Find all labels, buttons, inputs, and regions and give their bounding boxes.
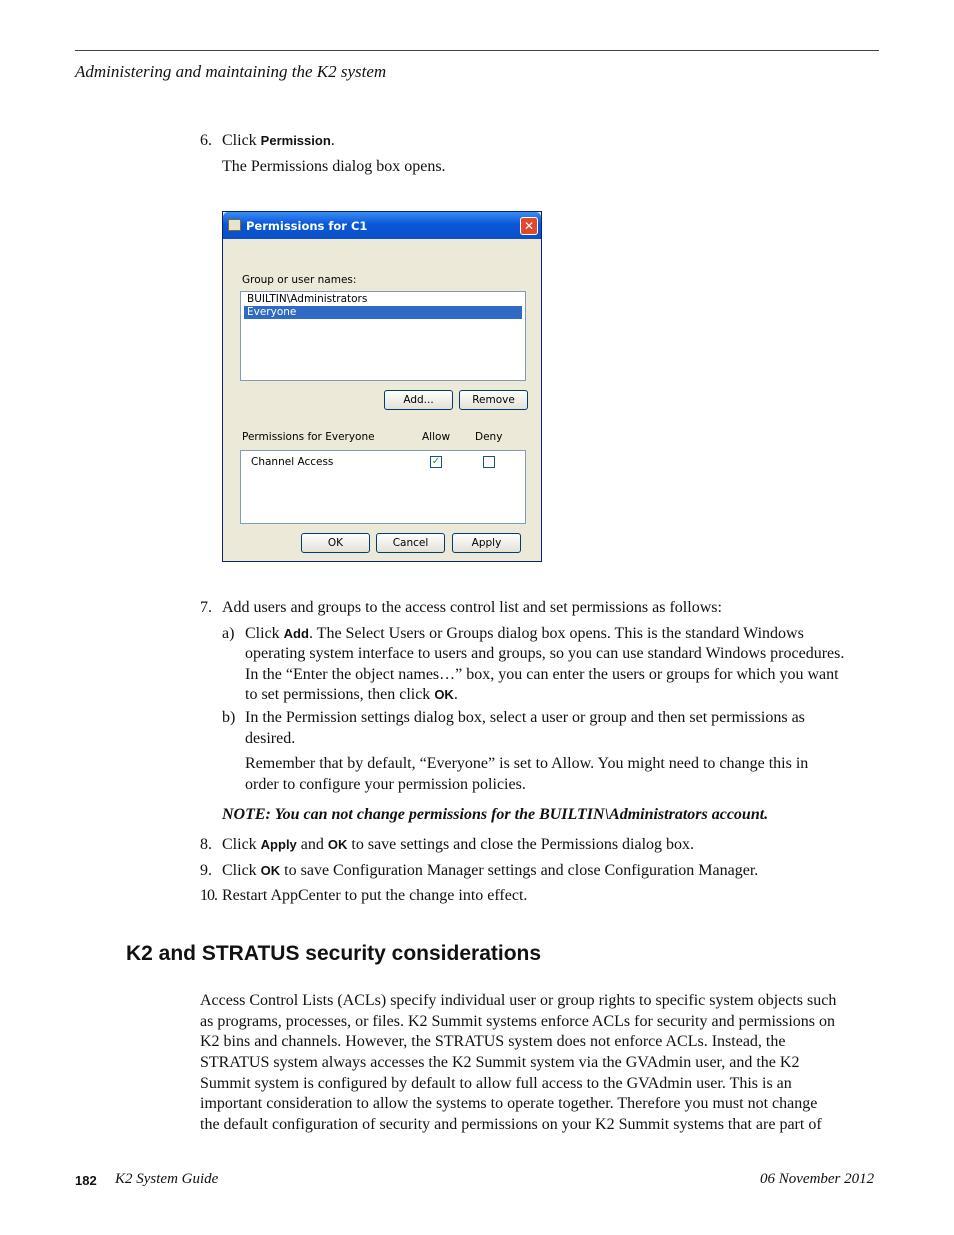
substep-b-line: desired. xyxy=(245,730,296,747)
permission-name: Channel Access xyxy=(251,456,334,468)
group-label: Group or user names: xyxy=(242,274,357,286)
close-icon[interactable]: ✕ xyxy=(520,217,538,235)
substep-a-line1: . The Select Users or Groups dialog box opens. This is the standard Windows xyxy=(308,625,804,642)
ui-term: Permission xyxy=(260,133,331,148)
step-number: 7. xyxy=(200,599,212,616)
substep-b-para: order to configure your permission policies. xyxy=(245,776,526,793)
paragraph-line: important consideration to allow the systems to operate together. Therefore you must not change xyxy=(200,1095,818,1112)
note: NOTE: You can not change permissions for the BUILTIN\Administrators account. xyxy=(222,806,769,823)
add-button[interactable]: Add... xyxy=(384,390,453,410)
step-6-post: . xyxy=(330,132,335,149)
cancel-button[interactable]: Cancel xyxy=(376,533,445,553)
step-6-text xyxy=(222,130,335,151)
ok-button[interactable]: OK xyxy=(301,533,370,553)
substep-marker: a) xyxy=(222,625,235,642)
ui-term: Add xyxy=(283,626,309,641)
list-item-selected[interactable]: Everyone xyxy=(244,306,522,319)
dialog-titlebar[interactable] xyxy=(223,212,541,239)
step-6-followup: The Permissions dialog box opens. xyxy=(222,158,446,175)
ui-term: Apply xyxy=(260,837,297,852)
substep-a-pre: Click xyxy=(245,625,284,642)
substep-a-line xyxy=(245,623,804,644)
step-8-pre: Click xyxy=(222,836,261,853)
step-6-pre: Click xyxy=(222,132,261,149)
footer-date: 06 November 2012 xyxy=(760,1171,875,1187)
permissions-list xyxy=(240,450,526,524)
step-10-text: Restart AppCenter to put the change into effect. xyxy=(222,887,528,904)
paragraph-line: STRATUS system always accesses the K2 Summit system via the GVAdmin user, and the K2 xyxy=(200,1054,800,1071)
step-9-text xyxy=(222,860,758,881)
guide-title: K2 System Guide xyxy=(115,1171,219,1187)
allow-checkbox[interactable]: ✓ xyxy=(431,456,441,467)
step-9-post: to save Configuration Manager settings and close Configuration Manager. xyxy=(280,862,759,879)
paragraph-line: Access Control Lists (ACLs) specify individual user or group rights to specific system objects such xyxy=(200,992,837,1009)
substep-a-line: operating system interface to users and groups, so you can use standard Windows procedures. xyxy=(245,645,845,662)
paragraph-line: K2 bins and channels. However, the STRATUS system does not enforce ACLs. Instead, the xyxy=(200,1033,786,1050)
header-rule xyxy=(75,50,879,51)
user-listbox[interactable] xyxy=(240,291,526,381)
step-8-text xyxy=(222,834,694,855)
substep-a-line: In the “Enter the object names…” box, you can enter the users or groups for which you want xyxy=(245,666,839,683)
deny-header: Deny xyxy=(475,431,503,443)
substep-a-line xyxy=(245,684,458,705)
paragraph-line: as programs, processes, or files. K2 Summit systems enforce ACLs for security and permissions on xyxy=(200,1013,836,1030)
list-item[interactable]: BUILTIN\Administrators xyxy=(247,293,368,305)
apply-button[interactable]: Apply xyxy=(452,533,521,553)
dialog-title: Permissions for C1 xyxy=(246,219,368,233)
page-number: 182 xyxy=(75,1173,97,1188)
ui-term: OK xyxy=(434,687,454,702)
step-8-post: to save settings and close the Permissions dialog box. xyxy=(347,836,695,853)
ui-term: OK xyxy=(327,837,348,852)
permissions-dialog xyxy=(222,211,542,562)
substep-a-line4-pre: to set permissions, then click xyxy=(245,686,435,703)
section-heading: K2 and STRATUS security considerations xyxy=(126,942,542,965)
running-title: Administering and maintaining the K2 system xyxy=(75,62,387,81)
remove-button[interactable]: Remove xyxy=(459,390,528,410)
ui-term: OK xyxy=(260,863,281,878)
paragraph-line: the default configuration of security and permissions on your K2 Summit systems that are part of xyxy=(200,1116,822,1133)
allow-header: Allow xyxy=(422,431,451,443)
step-number: 8. xyxy=(200,836,212,853)
substep-b-para: Remember that by default, “Everyone” is set to Allow. You might need to change this in xyxy=(245,755,809,772)
step-number: 6. xyxy=(200,132,212,149)
step-number: 10. xyxy=(200,887,217,904)
folder-icon xyxy=(228,219,241,231)
paragraph-line: Summit system is configured by default to allow full access to the GVAdmin user. This is an xyxy=(200,1075,792,1092)
step-7-text: Add users and groups to the access control list and set permissions as follows: xyxy=(222,599,722,616)
deny-checkbox[interactable] xyxy=(483,456,495,468)
substep-a-line4-post: . xyxy=(453,686,458,703)
substep-marker: b) xyxy=(222,709,236,726)
step-number: 9. xyxy=(200,862,212,879)
permissions-label: Permissions for Everyone xyxy=(242,431,375,443)
step-9-pre: Click xyxy=(222,862,261,879)
substep-b-line: In the Permission settings dialog box, select a user or group and then set permissions as xyxy=(245,709,805,726)
step-8-mid: and xyxy=(296,836,328,853)
